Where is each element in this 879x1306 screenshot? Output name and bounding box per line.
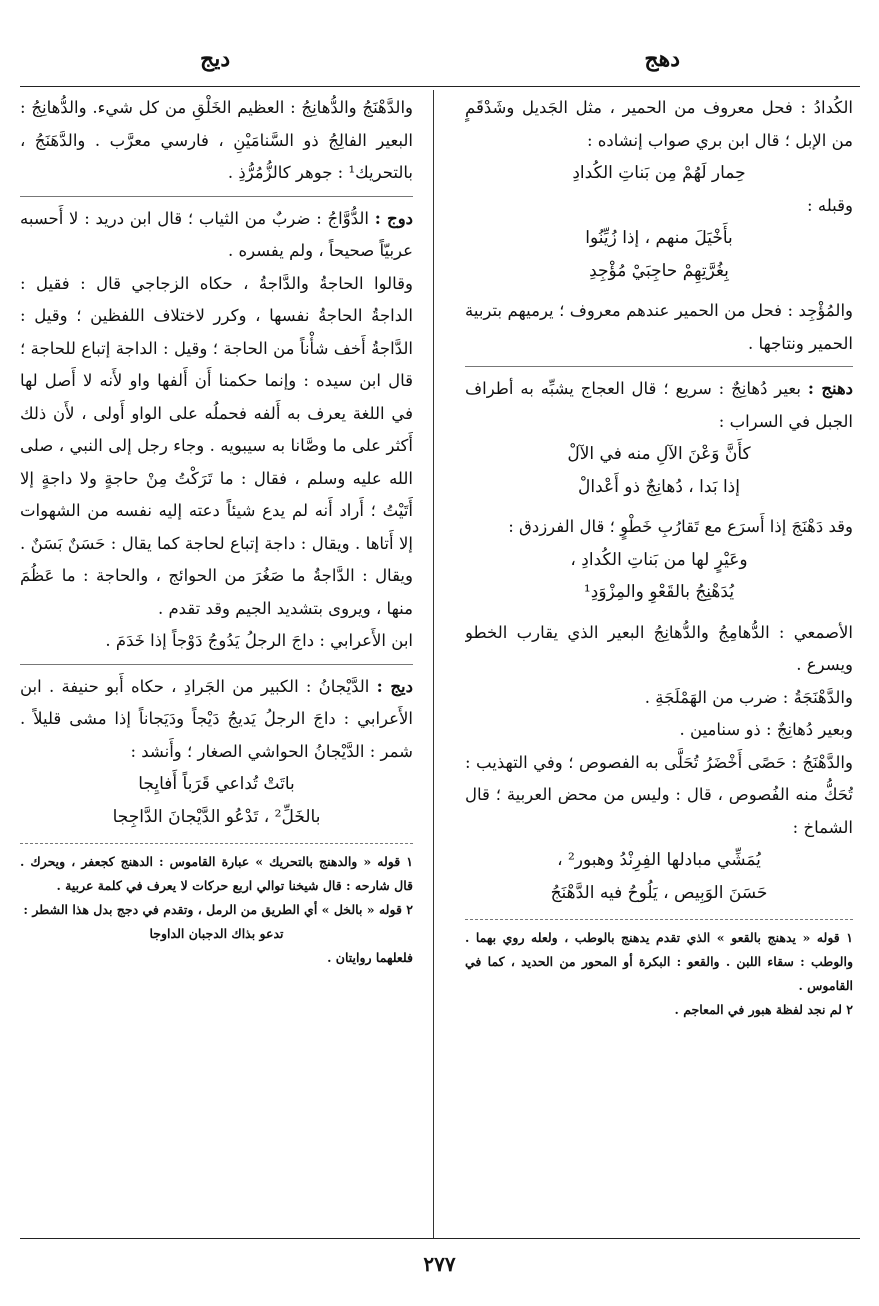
entry-text: والدَّهْنَجُ : حَصًى أَخْضَرُ تُحَلَّى به الفصوص ؛ وفي التهذيب : تُحَكُّ منه الفُصوص ، قال : وليس من محض العربية ؛ قال الشماخ : <box>465 752 853 837</box>
footer-rule <box>20 1238 860 1239</box>
footnote-rule <box>20 843 413 844</box>
verse-line: بأَخْيَلَ منهم ، إذا زُيِّنُوا <box>585 228 733 248</box>
entry-text: بعير دُهانِجٌ : سريع ؛ قال العجاج يشبِّه به أطراف الجبل في السراب : <box>465 379 853 431</box>
verse-line: بِغُرَّتِهِمْ حاجِبَيْ مُؤْجِدِ <box>589 260 729 281</box>
footnote: ١ قوله « يدهنج بالقعو » الذي تقدم يدهنج بالوطب ، ولعله روي بهما . والوطب : سقاء اللبن . والقعو : البكرة أو المحور من الحديد ، كما في القاموس . <box>465 930 853 993</box>
entry-dayj <box>20 671 413 769</box>
entry-text: ابن الأَعرابي : داجَ الرجلُ يَدُوجُ دَوْجاً إذا خَدَمَ . <box>105 631 413 650</box>
header-rule <box>20 86 860 87</box>
footnote-rule <box>465 919 853 920</box>
footnote-verse: تدعو بذاك الدجبان الداوجا <box>149 926 284 941</box>
entry-text: والدَّهْنَجُ والدُّهانِجُ : العظيم الخَلْقِ من كل شيء. والدُّهانِجُ : البعير الفالِجُ ذو السَّنامَيْنِ ، فارسي معرَّب . والدَّهَنَجُ ، بالتحريك¹ : جوهر كالزُّمُرُّذِ . <box>20 98 413 182</box>
verse-line: إذا بَدا ، دُهانِجٌ ذو أَعْدالْ <box>578 476 740 497</box>
entry-text: الدُّوَّاجُ : ضربٌ من الثياب ؛ قال ابن دريد : لا أَحسبه عربيّاً صحيحاً ، ولم يفسره . <box>20 208 413 260</box>
column-divider <box>433 90 434 1238</box>
entry-headword: دوج : <box>374 208 413 228</box>
entry-dawj <box>20 203 413 268</box>
entry-separator <box>20 664 413 665</box>
running-header <box>30 46 850 76</box>
entry-text: وقبله : <box>807 195 853 215</box>
entry-text: وقالوا الحاجةُ والدَّاجةُ ، حكاه الزجاجي قال : فقيل : الداجةُ الحاجةُ نفسها ، وكرر لاختلاف اللفظين ؛ وقيل : الدَّاجةُ أَخف شأْناً من الحاجة ؛ وقيل : الداجة إتباع للحاجة ؛ قال ابن سيده : وإنما حكمنا أَن أَلفها واو لأَنه لا أَصل لها في اللغة يعرف به أَلفه فحملُه على الواو أَولى ، لأَن ذلك أَكثر على ما وصَّانا به سيبويه . وجاء رجل إلى النبي ، صلى الله عليه وسلم ، فقال : ما تَرَكْتُ مِنْ حاجةٍ ولا داجةٍ إلا أَتَيْتُ ؛ أَراد أَنه لم يدع شيئاً دعته إليه نفسه من الشهوات إلا أَتاها . ويقال : داجة إتباع لحاجة كما يقال : حَسَنٌ بَسَنٌ . ويقال : الدَّاجةُ ما صَغُرَ من الحوائج ، والحاجة : ما عَظُمَ منها ، ويروى بتشديد الجيم وقد تقدم . <box>20 273 413 618</box>
running-headword-right: دهج <box>644 46 680 72</box>
entry-separator <box>20 196 413 197</box>
verse-line: وعَيْرٍ لها من بَناتِ الكُدادِ ، <box>570 549 748 570</box>
entry-dahnaj <box>465 373 853 438</box>
footnote-end: فلعلهما روايتان . <box>327 950 413 965</box>
verse-line: حِمار لَهُمْ مِن بَناتِ الكُدادِ <box>572 163 746 183</box>
entry-text: الأصمعي : الدُّهامِجُ والدُّهانِجُ البعير الذي يقارب الخطو ويسرع . <box>465 622 853 674</box>
verse-line: كأَنَّ وَعْنَ الآلِ منه في الآلْ <box>567 444 751 464</box>
page-number: ٢٧٧ <box>423 1252 456 1276</box>
left-column <box>20 92 413 1234</box>
entry-separator <box>465 366 853 367</box>
entry-text: الدَّيْجانُ : الكبير من الجَرادِ ، حكاه أَبو حنيفة . ابن الأَعرابي : داجَ الرجلُ يَديجُ دَيْجاً ودَيَجاناً إذا مشى قليلاً . شمر : الدَّيْجانُ الحواشي الصغار ؛ وأَنشد : <box>20 676 413 761</box>
entry-headword: ديج : <box>376 676 413 696</box>
verse-line: باتَتْ تُداعي قَرَباً أَفايِجا <box>138 774 295 794</box>
footnote: ٢ قوله « بالخل » أي الطريق من الرمل ، وتقدم في دجج بدل هذا الشطر : <box>23 902 413 917</box>
entry-muajjid: والمُؤْجِد : فحل من الحمير عندهم معروف ؛ يرميهم بتربية الحمير ونتاجها . <box>465 301 853 353</box>
entry-headword: دهنج : <box>807 379 853 398</box>
entry-kudad: الكُدادُ : فحل معروف من الحمير ، مثل الجَديل وشَدْقَمٍ من الإبل ؛ قال ابن بري صواب إنشاده : <box>465 98 853 150</box>
verse-line: حَسَنَ الوَبِيص ، يَلُوحُ فيه الدَّهْنَجُ <box>550 882 768 903</box>
entry-text: وقد دَهْنَجَ إذا أَسرَع مع تَقارُبِ خَطْوٍ ؛ قال الفرزدق : <box>508 517 853 536</box>
footnote: ٢ لم نجد لفظة هبور في المعاجم . <box>674 1002 853 1017</box>
entry-text: وبعير دُهانِجٌ : ذو سنامين . <box>679 720 853 739</box>
verse-line: يُدَهْنِجُ بالقَعْوِ والمِزْوَدِ¹ <box>583 582 735 602</box>
right-column <box>465 92 853 1234</box>
entry-text: والدَّهْنَجَةُ : ضرب من الهَمْلَجَةِ . <box>644 687 853 707</box>
running-headword-left: ديج <box>200 46 231 72</box>
verse-line: يُمَشِّي مبادلها الفِرِنْدُ وهبور² ، <box>557 850 761 870</box>
verse-line: بالخَلِّ² ، تَدْعُو الدَّيْجانَ الدَّاجِجا <box>112 806 321 827</box>
footnote: ١ قوله « والدهنج بالتحريك » عبارة القاموس : الدهنج كجعفر ، ويحرك . قال شارحه : قال شيخنا توالي اربع حركات لا يعرف في كلمة عربية . <box>20 854 413 893</box>
